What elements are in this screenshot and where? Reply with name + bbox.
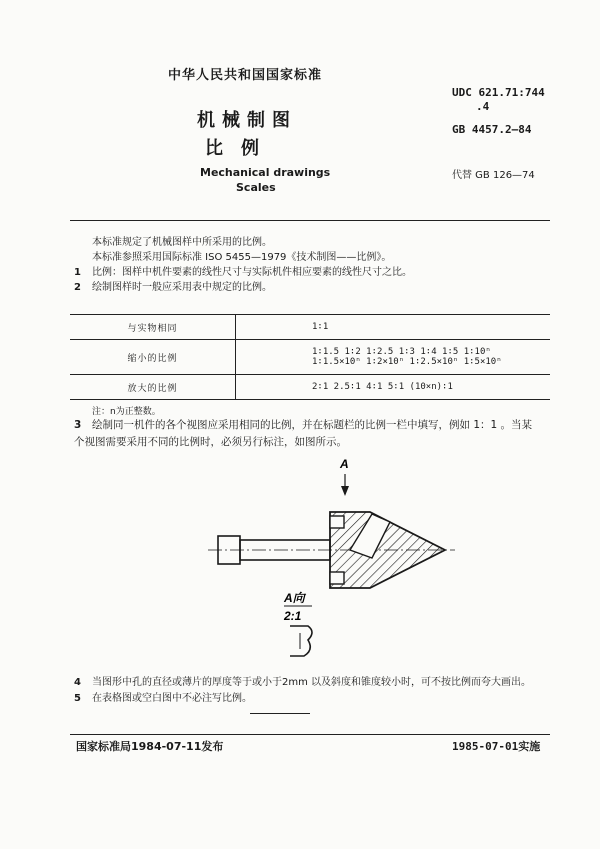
- issue-date: 国家标准局1984-07-11发布: [76, 740, 224, 753]
- clause-number: 5: [74, 693, 81, 704]
- values-line: 1∶1: [312, 322, 329, 332]
- clause-text: 当图形中孔的直径或薄片的厚度等于或小于2mm 以及斜度和锥度较小时，可不按比例而夸大画出。: [92, 677, 532, 688]
- effective-date: 1985-07-01实施: [452, 740, 541, 753]
- english-subtitle: Scales: [236, 181, 276, 194]
- values-line: 2∶1 2.5∶1 4∶1 5∶1 (10×n)∶1: [312, 382, 453, 392]
- clause-number: 4: [74, 677, 81, 688]
- row-values: [236, 375, 551, 400]
- clause-text: 在表格图或空白图中不必注写比例。: [92, 693, 252, 704]
- view-arrow-head: [341, 486, 349, 496]
- udc-code-suffix: .4: [476, 100, 490, 113]
- clause-text: 绘制图样时一般应采用表中规定的比例。: [92, 282, 272, 293]
- clause-3: [74, 417, 532, 451]
- replaces-standard: 代替 GB 126—74: [452, 170, 535, 181]
- footer-divider: [70, 734, 550, 735]
- end-rule: [250, 713, 310, 714]
- table-row: [70, 375, 550, 400]
- intro-paragraph-1: 本标准规定了机械图样中所采用的比例。: [92, 237, 272, 248]
- detail-label: A向: [284, 591, 305, 605]
- intro-paragraph-2: 本标准参照采用国际标准 ISO 5455—1979《技术制图——比例》。: [92, 252, 392, 263]
- clause-text: 绘制同一机件的各个视图应采用相同的比例，并在标题栏的比例一栏中填写，例如 1：1 。当某: [92, 419, 533, 431]
- clause-4: [74, 676, 531, 690]
- clause-text: 比例：图样中机件要素的线性尺寸与实际机件相应要素的线性尺寸之比。: [92, 267, 412, 278]
- scale-example-figure: [200, 450, 480, 665]
- ratio-table: [70, 314, 550, 400]
- english-title: Mechanical drawings: [200, 166, 331, 179]
- table-row: [70, 340, 550, 375]
- page-title: 机械制图: [197, 110, 297, 131]
- row-header: 与实物相同: [70, 315, 236, 340]
- clause-text-continued: 个视图需要采用不同的比例时，必须另行标注，如图所示。: [74, 436, 347, 448]
- clause-number: 1: [74, 267, 81, 278]
- table-note: 注：n为正整数。: [92, 407, 161, 417]
- row-values: [236, 340, 551, 375]
- row-header: 放大的比例: [70, 375, 236, 400]
- header-divider: [70, 220, 550, 221]
- detail-view: [290, 626, 312, 656]
- clause-number: 3: [74, 419, 82, 431]
- row-header: 缩小的比例: [70, 340, 236, 375]
- values-line: 1∶1.5 1∶2 1∶2.5 1∶3 1∶4 1∶5 1∶10ⁿ: [312, 347, 491, 357]
- detail-scale: 2:1: [284, 609, 302, 623]
- values-line: 1∶1.5×10ⁿ 1∶2×10ⁿ 1∶2.5×10ⁿ 1∶5×10ⁿ: [312, 357, 502, 367]
- groove-top: [330, 516, 344, 528]
- clause-5: [74, 692, 252, 706]
- standard-organization: 中华人民共和国国家标准: [168, 68, 323, 83]
- view-letter: A: [340, 457, 349, 471]
- clause-1: [74, 266, 412, 280]
- clause-number: 2: [74, 282, 81, 293]
- row-values: [236, 315, 551, 340]
- table-row: [70, 315, 550, 340]
- clause-2: [74, 281, 272, 295]
- page-subtitle: 比例: [205, 138, 277, 159]
- gb-number: GB 4457.2—84: [452, 123, 532, 136]
- udc-code: UDC 621.71:744: [452, 86, 545, 99]
- groove-bottom: [330, 572, 344, 584]
